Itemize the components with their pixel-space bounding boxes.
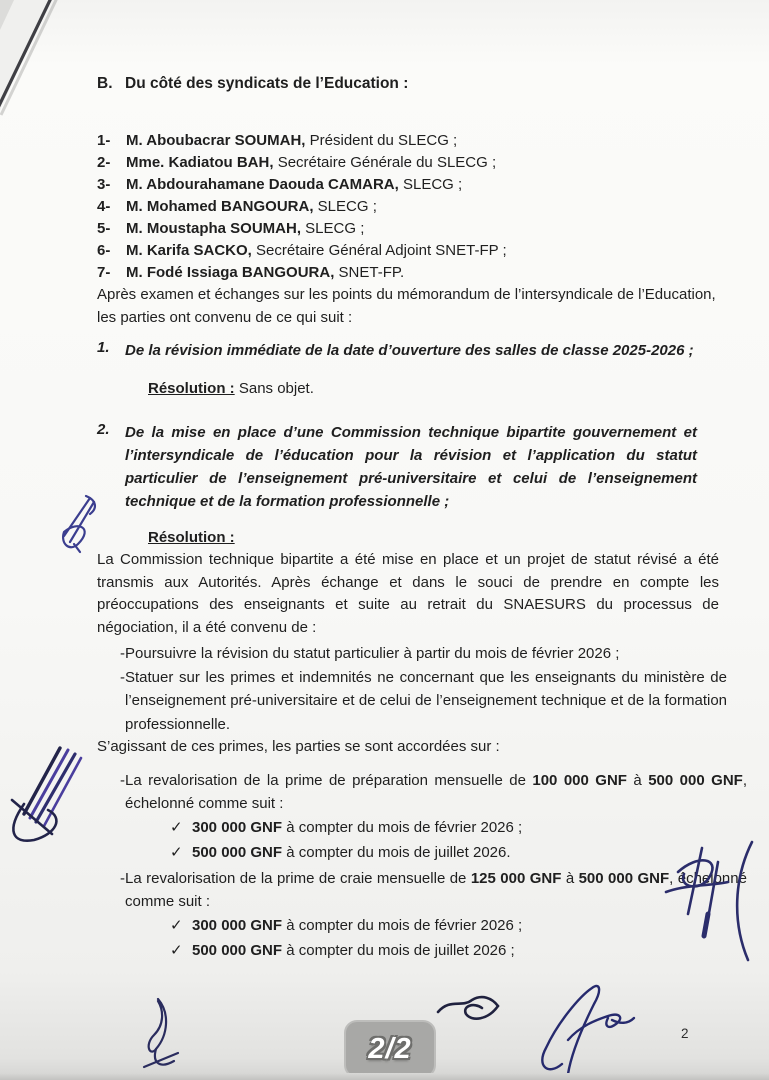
list-item [97, 174, 719, 196]
page-progress-text: 2/2 [368, 1032, 412, 1065]
step-item [170, 938, 719, 964]
step-item [170, 815, 719, 841]
list-item [97, 152, 719, 174]
resolution-label: Résolution : [148, 380, 235, 397]
delegate-role: Secrétaire Général Adjoint SNET-FP ; [256, 242, 507, 259]
list-item [97, 642, 727, 666]
list-item [97, 666, 727, 737]
dash-bullet: - [120, 771, 125, 789]
signature-bottom-right [528, 980, 642, 1080]
step-text: à compter du mois de juillet 2026. [286, 844, 511, 861]
section-heading [97, 73, 719, 95]
delegate-name: M. Fodé Issiaga BANGOURA, [126, 264, 335, 281]
step-amount: 300 000 GNF [192, 818, 283, 836]
delegate-name: Mme. Kadiatou BAH, [126, 154, 274, 171]
amount-from: 125 000 GNF [470, 869, 562, 887]
resolution-1 [97, 378, 719, 400]
point-text: De la mise en place d’une Commission technique bipartite gouvernement et l’intersyndicale de l’éducation pour la révision et l’application du statut particulier de l’enseignement pré-universitaire et celui de l’enseignement technique et de la formation professionnelle ; [125, 424, 697, 510]
item-number: 3- [97, 176, 111, 193]
signature-bottom-left [128, 995, 194, 1080]
delegate-name: M. Karifa SACKO, [126, 242, 252, 259]
delegate-role: SLECG ; [317, 198, 377, 215]
delegate-name: M. Moustapha SOUMAH, [126, 220, 301, 237]
prime-text: La revalorisation de la prime de craie mensuelle de 125 000 GNF à 500 000 GNF, échelonné comme suit : [125, 869, 747, 910]
intro-paragraph: Après examen et échanges sur les points du mémorandum de l’intersyndicale de l’Education, les parties ont convenu de ce qui suit : [97, 286, 716, 326]
delegate-role: SLECG ; [305, 220, 365, 237]
delegate-name: M. Abdourahamane Daouda CAMARA, [126, 176, 399, 193]
primes-intro: S’agissant de ces primes, les parties se sont accordées sur : [97, 738, 500, 755]
step-text: à compter du mois de juillet 2026 ; [286, 942, 515, 959]
resolution-2 [97, 527, 719, 549]
check-icon: ✓ [170, 818, 183, 836]
step-amount: 500 000 GNF [192, 942, 283, 959]
agenda-point-1 [97, 339, 719, 362]
page-number: 2 [681, 1026, 689, 1041]
decision-text: Statuer sur les primes et indemnités ne concernant que les enseignants du ministère de l’enseignement pré-universitaire et de celui de l’enseignement technique et de la formation professionnelle. [125, 668, 727, 733]
amount-to: 500 000 GNF [578, 869, 670, 887]
item-number: 2- [97, 154, 111, 171]
item-number: 4- [97, 198, 111, 215]
prime-text: La revalorisation de la prime de préparation mensuelle de 100 000 GNF à 500 000 GNF, échelonné comme suit : [125, 771, 747, 812]
prime-item-preparation [97, 769, 747, 866]
page-progress-badge [344, 1020, 436, 1078]
resolution-label: Résolution : [148, 529, 235, 546]
delegate-role: SLECG ; [402, 176, 463, 193]
photo-bottom-edge [0, 1073, 769, 1080]
step-text: à compter du mois de février 2026 ; [286, 916, 523, 934]
point-text: De la révision immédiate de la date d’ouverture des salles de classe 2025-2026 ; [125, 342, 694, 359]
delegate-name: M. Aboubacrar SOUMAH, [126, 132, 306, 149]
commission-paragraph: La Commission technique bipartite a été mise en place et un projet de statut révisé a été transmis aux Autorités. Après échange et dans le souci de prendre en compte les préoccupations des enseignants et suite au retrait du SNAESURS du processus de négociation, il a été convenu de : [97, 551, 719, 636]
list-item [97, 769, 747, 815]
signature-squiggle-center [432, 986, 506, 1030]
step-item [170, 840, 719, 866]
list-item [97, 867, 747, 913]
agenda-point-2 [97, 421, 719, 513]
item-number: 1- [97, 132, 111, 149]
list-item [97, 196, 719, 218]
list-item [97, 262, 719, 284]
step-amount: 300 000 GNF [192, 916, 283, 934]
section-title: Du côté des syndicats de l’Education : [125, 75, 409, 92]
step-list [97, 815, 719, 866]
decisions-list [97, 642, 727, 736]
delegate-name: M. Mohamed BANGOURA, [126, 198, 314, 215]
step-list [97, 913, 719, 964]
check-icon: ✓ [170, 942, 183, 959]
delegates-list [97, 130, 719, 284]
document-body [97, 0, 747, 964]
step-text: à compter du mois de février 2026 ; [286, 818, 523, 836]
step-amount: 500 000 GNF [192, 844, 283, 861]
section-letter: B. [97, 75, 113, 92]
delegate-role: Secrétaire Générale du SLECG ; [277, 154, 497, 171]
list-item [97, 240, 719, 262]
dash-bullet: - [120, 645, 125, 662]
list-item [97, 218, 719, 240]
dash-bullet: - [120, 668, 125, 686]
step-item [170, 913, 719, 939]
item-number: 6- [97, 242, 111, 259]
dash-bullet: - [120, 869, 125, 887]
decision-text: Poursuivre la révision du statut particulier à partir du mois de février 2026 ; [125, 645, 620, 662]
resolution-text: Sans objet. [238, 380, 314, 397]
check-icon: ✓ [170, 844, 183, 861]
delegate-role: SNET-FP. [338, 264, 405, 281]
item-number: 5- [97, 220, 111, 237]
amount-to: 500 000 GNF [648, 771, 743, 789]
check-icon: ✓ [170, 916, 183, 934]
delegate-role: Président du SLECG ; [309, 132, 458, 149]
amount-from: 100 000 GNF [532, 771, 627, 789]
prime-item-craie [97, 867, 747, 964]
point-number: 2. [97, 421, 110, 438]
list-item [97, 130, 719, 152]
point-number: 1. [97, 339, 110, 356]
item-number: 7- [97, 264, 111, 281]
